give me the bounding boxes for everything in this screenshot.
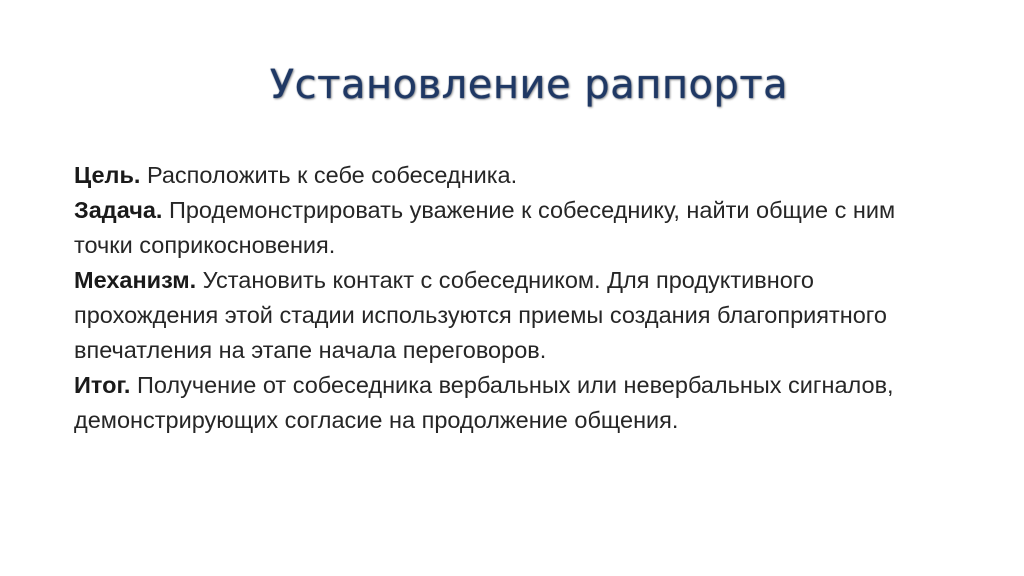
mechanism-term: Механизм. xyxy=(74,267,197,293)
goal-term: Цель. xyxy=(74,162,141,188)
mechanism-text: Установить контакт с собеседником. Для продуктивного прохождения этой стадии используются приемы создания благоприятного впечатления на этапе начала переговоров. xyxy=(74,267,887,363)
task-text: Продемонстрировать уважение к собеседнику, найти общие с ним точки соприкосновения. xyxy=(74,197,896,258)
task-term: Задача. xyxy=(74,197,163,223)
task-paragraph xyxy=(74,193,924,263)
mechanism-paragraph xyxy=(74,263,924,368)
result-term: Итог. xyxy=(74,372,131,398)
goal-paragraph xyxy=(74,158,924,193)
slide-body xyxy=(74,158,924,438)
result-paragraph xyxy=(74,368,924,438)
result-text: Получение от собеседника вербальных или невербальных сигналов, демонстрирующих согласие на продолжение общения. xyxy=(74,372,894,433)
slide-title: Установление раппорта xyxy=(269,62,789,108)
goal-text: Расположить к себе собеседника. xyxy=(140,162,518,188)
